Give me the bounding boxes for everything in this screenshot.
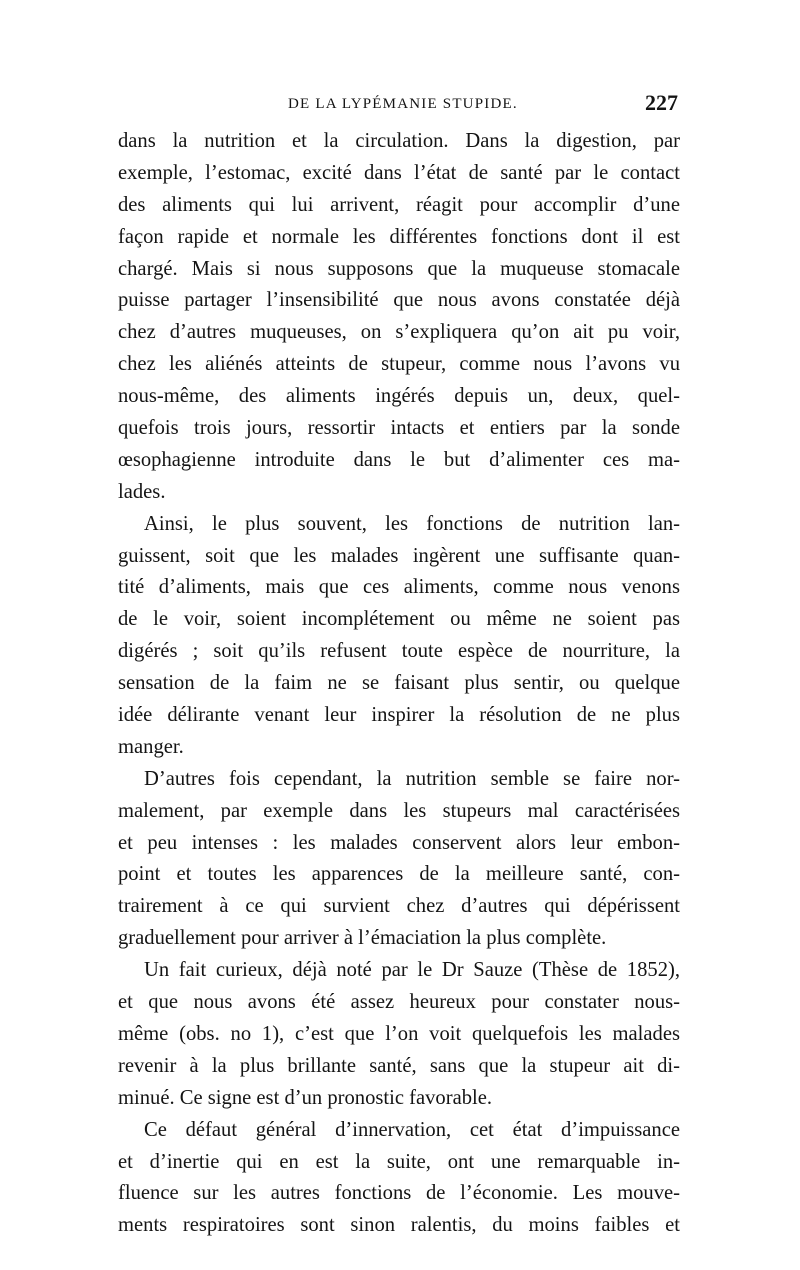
text-line: guissent, soit que les malades ingèrent une suffisante quan-	[118, 544, 680, 567]
text-line: ments respiratoires sont sinon ralentis, du moins faibles et	[118, 1214, 680, 1237]
text-line: chargé. Mais si nous supposons que la muqueuse stomacale	[118, 257, 680, 280]
text-line: façon rapide et normale les différentes fonctions dont il est	[118, 225, 680, 248]
text-line: et peu intenses : les malades conservent alors leur embon-	[118, 831, 680, 854]
text-line: puisse partager l’insensibilité que nous avons constatée déjà	[118, 289, 680, 312]
text-line: tité d’aliments, mais que ces aliments, comme nous venons	[118, 576, 680, 599]
running-head	[118, 92, 680, 116]
text-line: sensation de la faim ne se faisant plus sentir, ou quelque	[118, 672, 680, 695]
text-line: même (obs. no 1), c’est que l’on voit quelquefois les malades	[118, 1022, 680, 1045]
paragraph	[118, 126, 680, 509]
text-line: et que nous avons été assez heureux pour constater nous-	[118, 991, 680, 1014]
text-line: minué. Ce signe est d’un pronostic favorable.	[118, 1086, 493, 1109]
text-line: revenir à la plus brillante santé, sans que la stupeur ait di-	[118, 1054, 680, 1077]
text-line: lades.	[118, 480, 166, 503]
text-line: chez les aliénés atteints de stupeur, comme nous l’avons vu	[118, 353, 680, 376]
paragraph	[118, 955, 680, 1114]
text-line: trairement à ce qui survient chez d’autres qui dépérissent	[118, 895, 680, 918]
paragraph	[118, 509, 680, 764]
text-line: Ainsi, le plus souvent, les fonctions de nutrition lan-	[144, 512, 680, 535]
text-line: point et toutes les apparences de la meilleure santé, con-	[118, 863, 680, 886]
text-line: chez d’autres muqueuses, on s’expliquera qu’on ait pu voir,	[118, 321, 680, 344]
text-line: et d’inertie qui en est la suite, ont une remarquable in-	[118, 1150, 680, 1173]
text-line: quefois trois jours, ressortir intacts et entiers par la sonde	[118, 417, 680, 440]
body-text	[118, 126, 680, 1242]
text-line: graduellement pour arriver à l’émaciation la plus complète.	[118, 927, 607, 950]
paragraph	[118, 1115, 680, 1243]
running-title: DE LA LYPÉMANIE STUPIDE.	[288, 96, 518, 112]
text-line: exemple, l’estomac, excité dans l’état de santé par le contact	[118, 161, 680, 184]
text-line: manger.	[118, 735, 184, 758]
paragraph	[118, 764, 680, 955]
text-line: œsophagienne introduite dans le but d’alimenter ces ma-	[118, 448, 680, 471]
text-line: D’autres fois cependant, la nutrition semble se faire nor-	[144, 767, 680, 790]
text-line: Un fait curieux, déjà noté par le Dr Sauze (Thèse de 1852),	[144, 959, 680, 982]
page-number: 227	[645, 90, 678, 115]
text-line: fluence sur les autres fonctions de l’économie. Les mouve-	[118, 1182, 680, 1205]
text-line: de le voir, soient incomplétement ou même ne soient pas	[118, 608, 680, 631]
text-line: nous-même, des aliments ingérés depuis un, deux, quel-	[118, 385, 680, 408]
text-line: idée délirante venant leur inspirer la résolution de ne plus	[118, 704, 680, 727]
text-line: digérés ; soit qu’ils refusent toute espèce de nourriture, la	[118, 640, 680, 663]
text-line: Ce défaut général d’innervation, cet état d’impuissance	[144, 1118, 680, 1141]
text-line: dans la nutrition et la circulation. Dans la digestion, par	[118, 130, 680, 152]
text-line: malement, par exemple dans les stupeurs mal caractérisées	[118, 799, 680, 822]
text-line: des aliments qui lui arrivent, réagit pour accomplir d’une	[118, 193, 680, 216]
